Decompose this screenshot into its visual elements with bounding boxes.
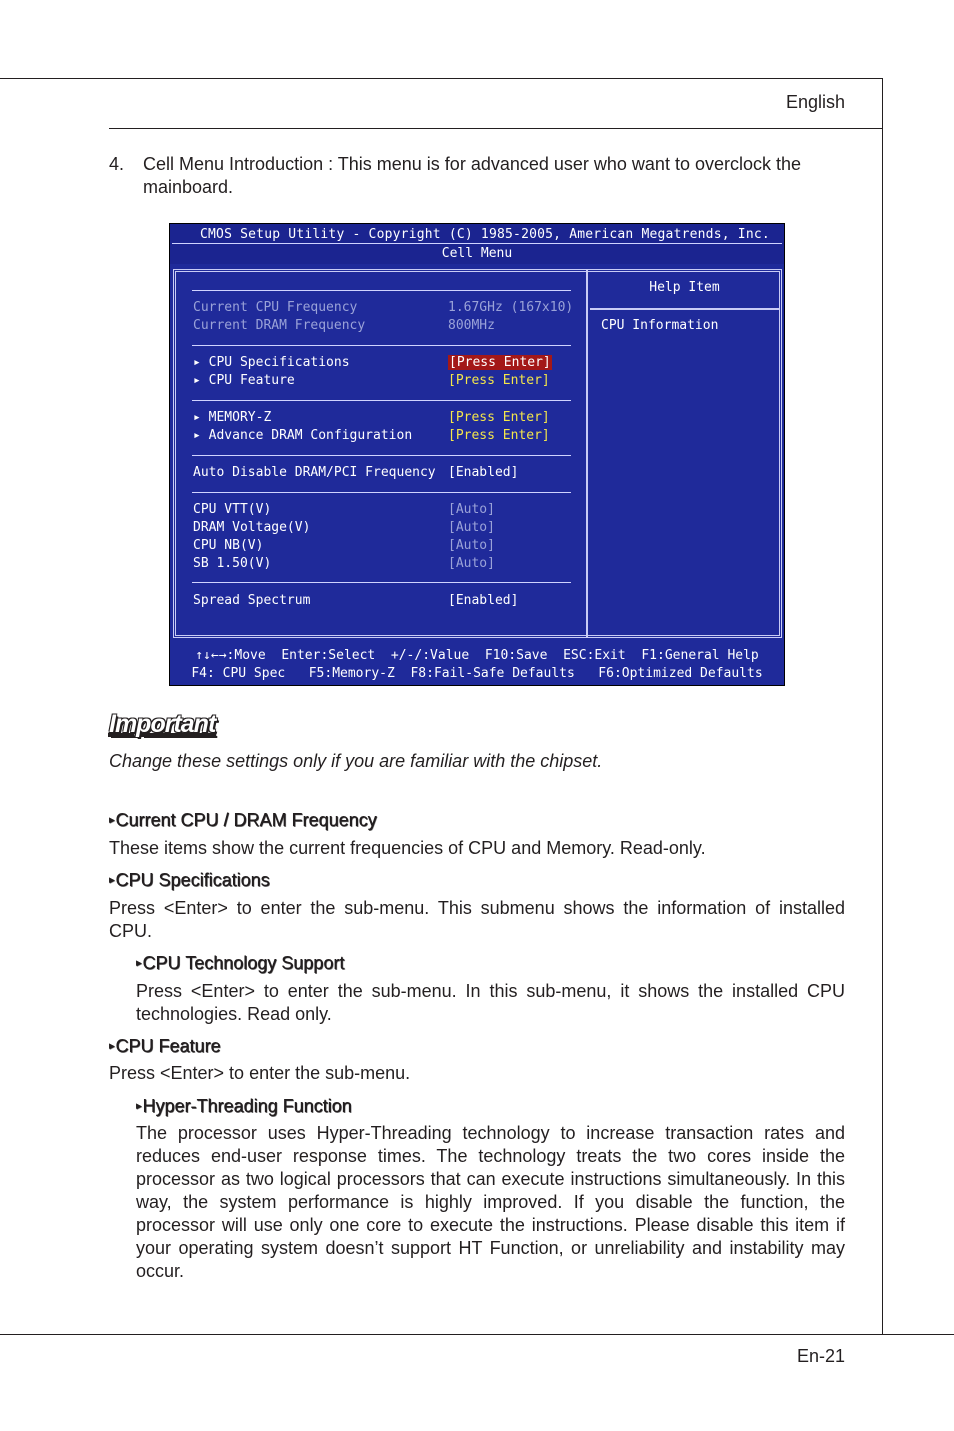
bios-row-value[interactable]: [Auto] xyxy=(448,556,495,571)
bios-selected-value[interactable]: [Press Enter] xyxy=(449,355,551,370)
step-intro xyxy=(109,153,845,199)
bios-row-value[interactable]: [Enabled] xyxy=(448,593,519,608)
section-heading xyxy=(136,953,344,974)
bios-header-divider xyxy=(172,243,782,244)
bios-keys-line-1: ↑↓←→:Move Enter:Select +/-/:Value F10:Save ESC:Exit F1:General Help xyxy=(195,648,759,663)
language-label: English xyxy=(785,92,845,112)
bios-row-value[interactable]: [Press Enter] xyxy=(448,410,550,425)
bios-row-label: Auto Disable DRAM/PCI Frequency xyxy=(193,465,436,480)
bios-row-label: ▸ CPU Feature xyxy=(193,373,295,388)
top-rule xyxy=(0,78,883,79)
bullet-triangle-icon: ▸ xyxy=(136,957,142,969)
bullet-triangle-icon: ▸ xyxy=(109,814,115,826)
section-heading xyxy=(136,1096,352,1117)
bios-row-value-selected[interactable] xyxy=(448,355,552,370)
section-body: Press <Enter> to enter the sub-menu. xyxy=(109,1063,411,1083)
bios-row-label: Current CPU Frequency xyxy=(193,300,358,315)
right-margin-rule xyxy=(882,78,883,1335)
bios-row-value: 1.67GHz (167x10) xyxy=(448,300,574,315)
header-rule xyxy=(109,128,883,129)
bios-help-title: Help Item xyxy=(649,280,720,295)
bios-row-value[interactable]: [Press Enter] xyxy=(448,373,550,388)
bios-help-divider xyxy=(586,269,588,638)
section-title: CPU Feature xyxy=(115,1036,221,1056)
bios-row-value[interactable]: [Press Enter] xyxy=(448,428,550,443)
bios-row-value[interactable]: [Enabled] xyxy=(448,465,519,480)
bios-help-text: CPU Information xyxy=(601,318,719,333)
bios-row-label: CPU VTT(V) xyxy=(193,502,272,517)
section-title: CPU Specifications xyxy=(115,870,270,890)
bios-header xyxy=(170,224,784,264)
bottom-rule xyxy=(0,1334,954,1335)
bullet-triangle-icon: ▸ xyxy=(109,874,115,886)
bios-row-label: ▸ MEMORY-Z xyxy=(193,410,272,425)
section-title: Hyper-Threading Function xyxy=(142,1096,352,1116)
bios-row-value[interactable]: [Auto] xyxy=(448,538,495,553)
bios-keys-line-2: F4: CPU Spec F5:Memory-Z F8:Fail-Safe Defaults F6:Optimized Defaults xyxy=(191,666,763,681)
bios-row-label: CPU NB(V) xyxy=(193,538,264,553)
bios-screenshot xyxy=(169,223,785,686)
bios-separator xyxy=(192,400,571,401)
bios-row-value[interactable]: [Auto] xyxy=(448,502,495,517)
section-heading xyxy=(109,870,270,891)
section-body: Press <Enter> to enter the sub-menu. In this sub-menu, it shows the installed CPU technologies. Read only. xyxy=(136,981,845,1024)
bios-separator xyxy=(192,582,571,583)
bullet-triangle-icon: ▸ xyxy=(136,1100,142,1112)
bios-row-label: ▸ CPU Specifications xyxy=(193,355,350,370)
page-number: En-21 xyxy=(796,1346,845,1366)
important-note: Change these settings only if you are familiar with the chipset. xyxy=(109,751,603,771)
bios-row-label: DRAM Voltage(V) xyxy=(193,520,311,535)
bios-row-label: Current DRAM Frequency xyxy=(193,318,366,333)
bios-menu-name: Cell Menu xyxy=(441,246,513,261)
bios-row-value[interactable]: [Auto] xyxy=(448,520,495,535)
bios-help-rule xyxy=(590,308,779,310)
bios-row-label: Spread Spectrum xyxy=(193,593,311,608)
section-body: Press <Enter> to enter the sub-menu. This submenu shows the information of installed CPU. xyxy=(109,898,845,941)
bullet-triangle-icon: ▸ xyxy=(109,1040,115,1052)
section-title: CPU Technology Support xyxy=(142,953,345,973)
section-heading xyxy=(109,810,377,831)
bios-row-value: 800MHz xyxy=(448,318,495,333)
bios-separator xyxy=(192,492,571,493)
step-text: Cell Menu Introduction : This menu is for advanced user who want to overclock the mainboard. xyxy=(143,154,802,197)
bios-title: CMOS Setup Utility - Copyright (C) 1985-2005, American Megatrends, Inc. xyxy=(200,227,770,242)
bios-separator xyxy=(192,455,571,456)
bios-separator xyxy=(192,345,571,346)
step-number: 4. xyxy=(109,154,125,174)
bios-row-label: ▸ Advance DRAM Configuration xyxy=(193,428,413,443)
bios-separator xyxy=(192,290,571,291)
important-heading: Important xyxy=(109,710,216,738)
bios-row-label: SB 1.50(V) xyxy=(193,556,272,571)
section-title: Current CPU / DRAM Frequency xyxy=(115,810,377,830)
section-heading xyxy=(109,1036,221,1057)
section-body: These items show the current frequencies of CPU and Memory. Read-only. xyxy=(109,838,706,858)
section-body: The processor uses Hyper-Threading technology to increase transaction rates and reduces end-user response times. The technology treats the two cores inside the processor as two logical processors that can execute instructions simultaneously. In this way, the system performance is highly improved. If you disable the function, the processor will use only one core to execute the instructions. Please disable this item if your operating system doesn’t support HT Function, or unreliability and instability may occur. xyxy=(136,1123,845,1281)
